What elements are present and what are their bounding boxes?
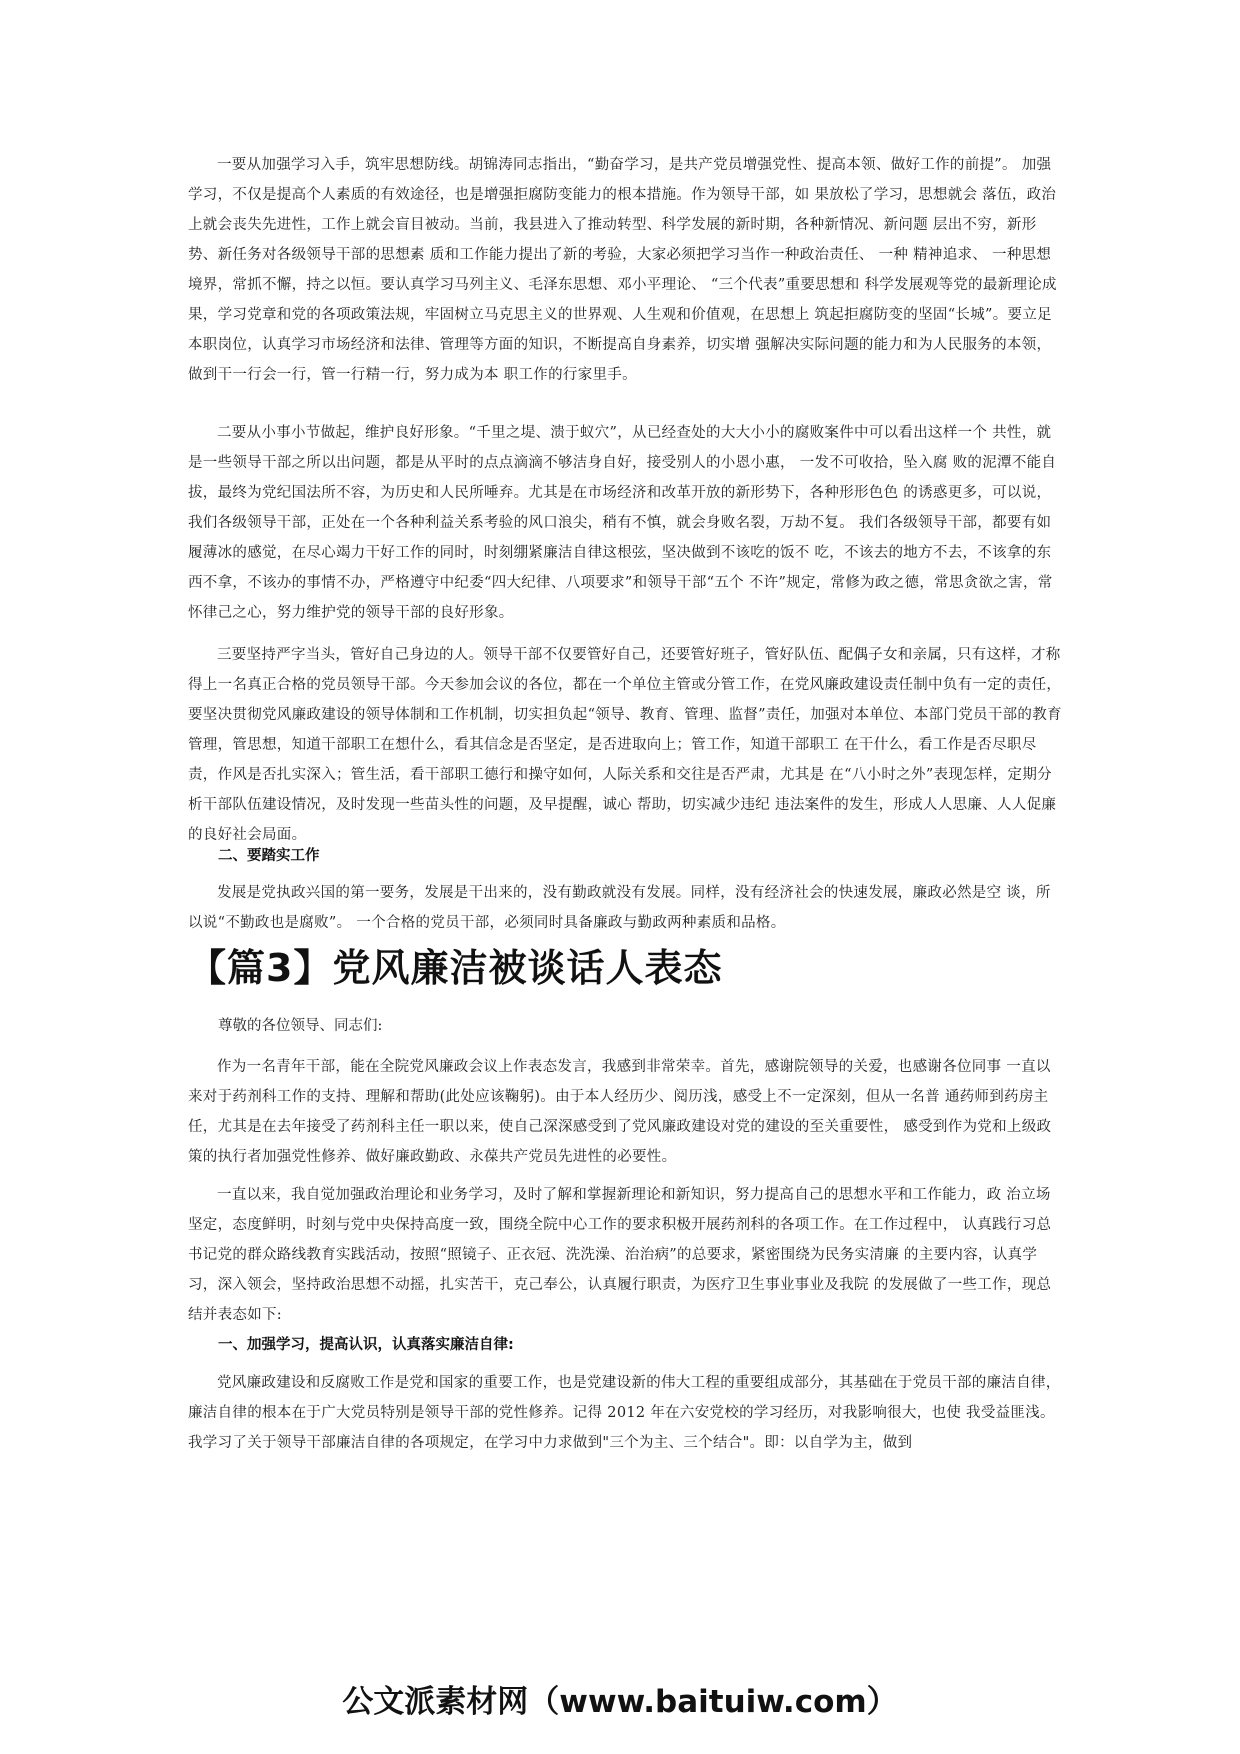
article1-subheading: 二、要踏实工作 <box>218 848 320 864</box>
article2-subheading: 一、加强学习，提高认识，认真落实廉洁自律: <box>218 1337 514 1353</box>
article2-title: 【篇3】党风廉洁被谈话人表态 <box>188 946 723 990</box>
article1-paragraph-4: 发展是党执政兴国的第一要务，发展是干出来的，没有勤政就没有发展。同样，没有经济社会的快速发展，廉政必然是空 谈，所以说“不勤政也是腐败”。 一个合格的党员干部，必须同时具备廉政与勤政两种素质和品格。 <box>188 885 1051 931</box>
article2-paragraph-3: 党风廉政建设和反腐败工作是党和国家的重要工作，也是党建设新的伟大工程的重要组成部分，其基础在于党员干部的廉洁自律，廉洁自律的根本在于广大党员特别是领导干部的党性修养。记得 2012 年在六安党校的学习经历，对我影响很大，也使 我受益匪浅。我学习了关于领导干部廉洁自律的各项规定，在学习中力求做到"三个为主、三个结合"。即：以自学为主，做到 <box>188 1375 1061 1451</box>
footer-watermark: 公文派素材网（www.baituiw.com） <box>342 1684 898 1720</box>
article1-paragraph-3: 三要坚持严字当头，管好自己身边的人。领导干部不仅要管好自己，还要管好班子，管好队伍、配偶子女和亲属，只有这样，才称得上一名真正合格的党员领导干部。今天参加会议的各位，都在一个单位主管或分管工作，在党风廉政建设责任制中负有一定的责任，要坚决贯彻党风廉政建设的领导体制和工作机制，切实担负起“领导、教育、管理、监督”责任，加强对本单位、本部门党员干部的教育管理，管思想，知道干部职工在想什么，看其信念是否坚定，是否进取向上；管工作，知道干部职工 在干什么，看工作是否尽职尽责，作风是否扎实深入；管生活，看干部职工德行和操守如何，人际关系和交往是否严肃，尤其是 在“八小时之外”表现怎样，定期分析干部队伍建设情况，及时发现一些苗头性的问题，及早提醒，诚心 帮助，切实减少违纪 违法案件的发生，形成人人思廉、人人促廉的良好社会局面。 <box>188 647 1062 843</box>
article1-paragraph-2: 二要从小事小节做起，维护良好形象。“千里之堤、溃于蚁穴”，从已经查处的大大小小的腐败案件中可以看出这样一个 共性，就是一些领导干部之所以出问题，都是从平时的点点滴滴不够洁身自好，接受别人的小恩小惠， 一发不可收拾，坠入腐 败的泥潭不能自拔，最终为党纪国法所不容，为历史和人民所唾弃。尤其是在市场经济和改革开放的新形势下，各种形形色色 的诱惑更多，可以说，我们各级领导干部，正处在一个各种利益关系考验的风口浪尖，稍有不慎，就会身败名裂，万劫不复。 我们各级领导干部，都要有如履薄冰的感觉，在尽心竭力干好工作的同时，时刻绷紧廉洁自律这根弦，坚决做到不该吃的饭不 吃，不该去的地方不去，不该拿的东西不拿，不该办的事情不办，严格遵守中纪委“四大纪律、八项要求”和领导干部“五个 不许”规定，常修为政之德，常思贪欲之害，常怀律己之心，努力维护党的领导干部的良好形象。 <box>188 425 1057 621</box>
article1-paragraph-1: 一要从加强学习入手，筑牢思想防线。胡锦涛同志指出，“勤奋学习，是共产党员增强党性、提高本领、做好工作的前提”。 加强学习，不仅是提高个人素质的有效途径，也是增强拒腐防变能力的根本措施。作为领导干部，如 果放松了学习，思想就会 落伍，政治上就会丧失先进性，工作上就会盲目被动。当前，我县进入了推动转型、科学发展的新时期，各种新情况、新问题 层出不穷，新形势、新任务对各级领导干部的思想素 质和工作能力提出了新的考验，大家必须把学习当作一种政治责任、 一种 精神追求、 一种思想境界，常抓不懈，持之以恒。要认真学习马列主义、毛泽东思想、邓小平理论、 “三个代表”重要思想和 科学发展观等党的最新理论成果，学习党章和党的各项政策法规，牢固树立马克思主义的世界观、人生观和价值观，在思想上 筑起拒腐防变的坚固“长城”。要立足本职岗位，认真学习市场经济和法律、管理等方面的知识，不断提高自身素养，切实增 强解决实际问题的能力和为人民服务的本领，做到干一行会一行，管一行精一行，努力成为本 职工作的行家里手。 <box>188 157 1057 383</box>
article2-paragraph-2: 一直以来，我自觉加强政治理论和业务学习，及时了解和掌握新理论和新知识，努力提高自己的思想水平和工作能力，政 治立场坚定，态度鲜明，时刻与党中央保持高度一致，围绕全院中心工作的要求积极开展药剂科的各项工作。在工作过程中， 认真践行习总书记党的群众路线教育实践活动，按照“照镜子、正衣冠、洗洗澡、治治病”的总要求，紧密围绕为民务实清廉 的主要内容，认真学习，深入领会，坚持政治思想不动摇，扎实苦干，克己奉公，认真履行职责，为医疗卫生事业事业及我院 的发展做了一些工作，现总结并表态如下: <box>188 1187 1052 1323</box>
article2-paragraph-1: 作为一名青年干部，能在全院党风廉政会议上作表态发言，我感到非常荣幸。首先，感谢院领导的关爱，也感谢各位同事 一直以来对于药剂科工作的支持、理解和帮助(此处应该鞠躬)。由于本人经历少、阅历浅，感受上不一定深刻，但从一名普 通药师到药房主任，尤其是在去年接受了药剂科主任一职以来，使自己深深感受到了党风廉政建设对党的建设的至关重要性， 感受到作为党和上级政策的执行者加强党性修养、做好廉政勤政、永葆共产党员先进性的必要性。 <box>188 1059 1052 1165</box>
article2-salutation: 尊敬的各位领导、同志们: <box>218 1018 383 1034</box>
